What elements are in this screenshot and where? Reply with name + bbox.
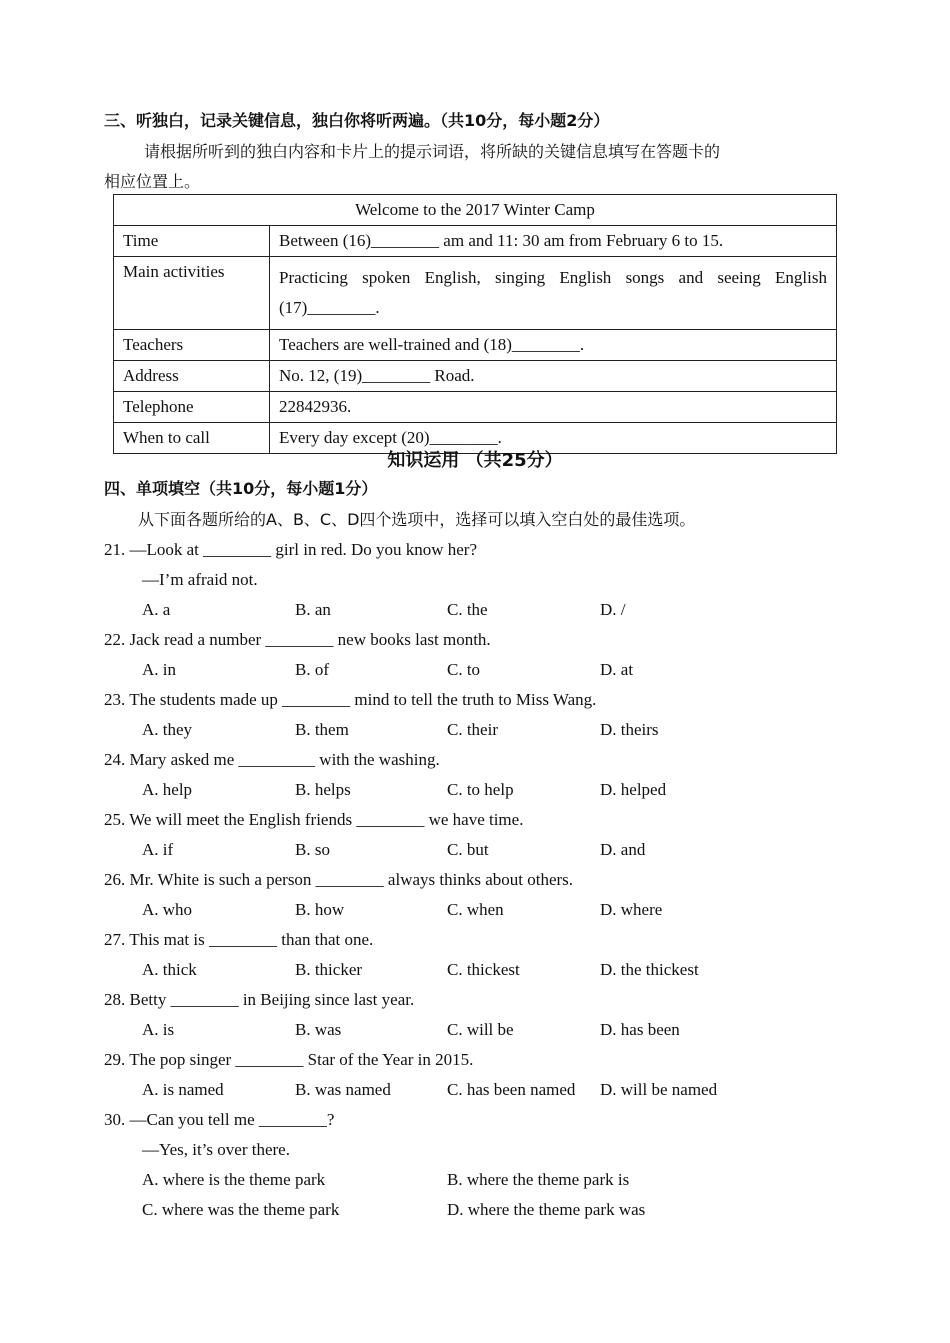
option-b: B. was	[295, 1020, 342, 1039]
option-d: D. /	[600, 600, 626, 619]
card-label: Time	[114, 226, 270, 257]
section3-heading: 三、听独白，记录关键信息，独白你将听两遍。（共10分，每小题2分）	[104, 111, 610, 130]
option-c: C. where was the theme park	[142, 1200, 340, 1219]
option-d: D. the thickest	[600, 960, 699, 979]
option-a: A. in	[142, 660, 176, 679]
question-stem: 26. Mr. White is such a person ________ always thinks about others.	[104, 870, 574, 889]
card-value: Teachers are well-trained and (18)________.	[270, 330, 837, 361]
winter-camp-card	[113, 194, 837, 454]
option-b: B. how	[295, 900, 345, 919]
option-b: B. so	[295, 840, 330, 859]
option-c: C. thickest	[447, 960, 520, 979]
option-b: B. of	[295, 660, 329, 679]
part-title: 知识运用 （共25分）	[387, 450, 563, 471]
option-c: C. when	[447, 900, 504, 919]
question-stem: 25. We will meet the English friends ________ we have time.	[104, 810, 524, 829]
card-value: Between (16)________ am and 11: 30 am from February 6 to 15.	[270, 226, 837, 257]
card-label: Address	[114, 361, 270, 392]
question-stem: 27. This mat is ________ than that one.	[104, 930, 374, 949]
question-stem: 29. The pop singer ________ Star of the Year in 2015.	[104, 1050, 474, 1069]
option-b: B. helps	[295, 780, 351, 799]
option-a: A. is named	[142, 1080, 224, 1099]
option-b: B. was named	[295, 1080, 391, 1099]
card-value: No. 12, (19)________ Road.	[270, 361, 837, 392]
card-value: 22842936.	[270, 392, 837, 423]
card-row	[114, 392, 837, 423]
option-d: D. will be named	[600, 1080, 718, 1099]
question-reply: —Yes, it’s over there.	[142, 1140, 290, 1159]
option-c: C. their	[447, 720, 498, 739]
card-title: Welcome to the 2017 Winter Camp	[114, 195, 837, 226]
option-b: B. where the theme park is	[447, 1170, 630, 1189]
option-a: A. a	[142, 600, 171, 619]
option-a: A. they	[142, 720, 193, 739]
option-d: D. helped	[600, 780, 667, 799]
option-c: C. will be	[447, 1020, 514, 1039]
option-a: A. is	[142, 1020, 175, 1039]
option-d: D. where	[600, 900, 663, 919]
option-a: A. thick	[142, 960, 197, 979]
option-c: C. has been named	[447, 1080, 576, 1099]
card-row	[114, 257, 837, 330]
option-c: C. to	[447, 660, 481, 679]
card-label: Teachers	[114, 330, 270, 361]
question-stem: 21. —Look at ________ girl in red. Do you know her?	[104, 540, 477, 559]
option-a: A. if	[142, 840, 174, 859]
option-d: D. has been	[600, 1020, 680, 1039]
question-stem: 22. Jack read a number ________ new books last month.	[104, 630, 491, 649]
section3-instruction-line1: 请根据所听到的独白内容和卡片上的提示词语，将所缺的关键信息填写在答题卡的	[144, 142, 721, 161]
option-d: D. at	[600, 660, 634, 679]
card-label: Main activities	[114, 257, 270, 330]
option-c: C. but	[447, 840, 489, 859]
option-c: C. the	[447, 600, 488, 619]
question-reply: —I’m afraid not.	[142, 570, 258, 589]
question-stem: 23. The students made up ________ mind to tell the truth to Miss Wang.	[104, 690, 597, 709]
question-stem: 30. —Can you tell me ________?	[104, 1110, 335, 1129]
section4-instruction: 从下面各题所给的A、B、C、D四个选项中，选择可以填入空白处的最佳选项。	[138, 510, 696, 529]
question-stem: 24. Mary asked me _________ with the washing.	[104, 750, 440, 769]
card-value: Every day except (20)________.	[270, 423, 837, 454]
option-b: B. thicker	[295, 960, 363, 979]
card-row	[114, 330, 837, 361]
option-b: B. an	[295, 600, 331, 619]
option-a: A. where is the theme park	[142, 1170, 326, 1189]
card-label: Telephone	[114, 392, 270, 423]
option-a: A. who	[142, 900, 193, 919]
card-row	[114, 361, 837, 392]
section4-heading: 四、单项填空（共10分，每小题1分）	[104, 479, 378, 498]
option-d: D. theirs	[600, 720, 659, 739]
card-row	[114, 226, 837, 257]
option-d: D. and	[600, 840, 646, 859]
card-label: When to call	[114, 423, 270, 454]
section3-instruction-line2: 相应位置上。	[104, 172, 201, 191]
option-a: A. help	[142, 780, 193, 799]
option-d: D. where the theme park was	[447, 1200, 646, 1219]
question-stem: 28. Betty ________ in Beijing since last year.	[104, 990, 415, 1009]
option-c: C. to help	[447, 780, 514, 799]
card-value: Practicing spoken English, singing English songs and seeing English (17)________.	[270, 257, 837, 330]
option-b: B. them	[295, 720, 349, 739]
